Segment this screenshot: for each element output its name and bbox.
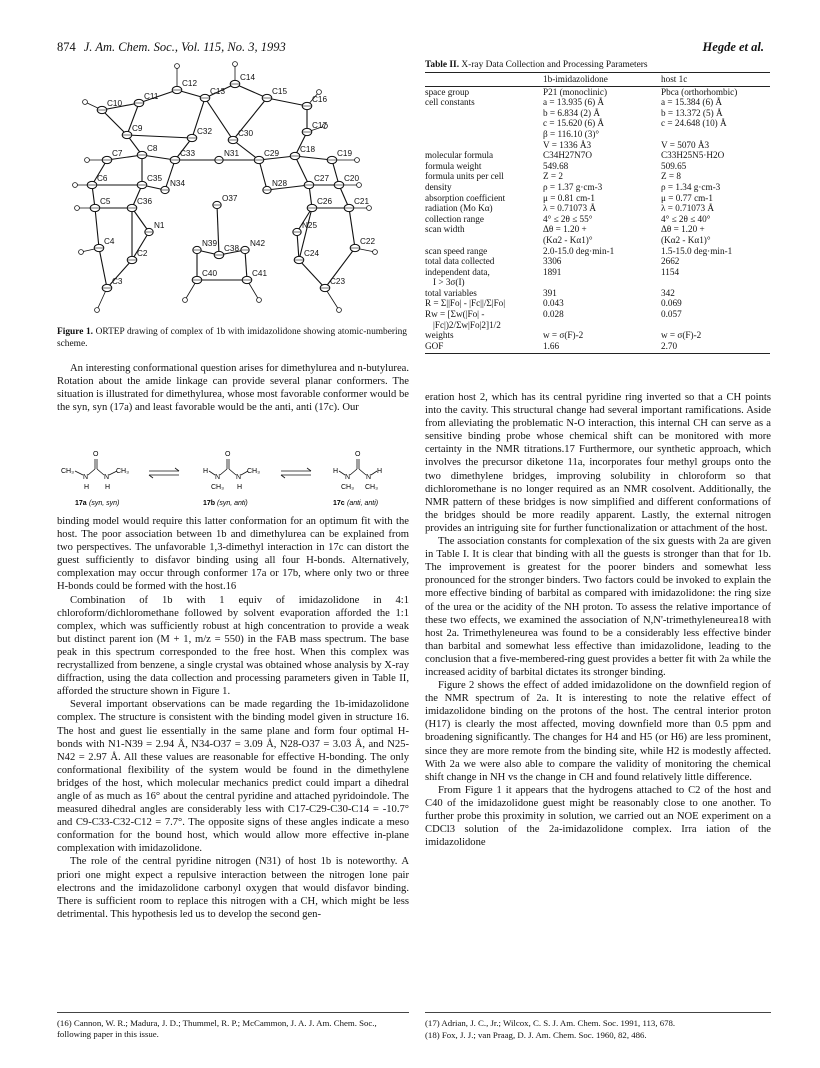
atom-label: N1	[154, 221, 165, 230]
atom-label: C13	[210, 87, 226, 96]
conformer-label: 17a	[75, 500, 87, 507]
table-cell: 0.028	[543, 309, 564, 320]
table-cell	[661, 320, 770, 331]
conformer-17b-structure	[203, 451, 260, 491]
svg-text:H: H	[84, 484, 90, 491]
table-cell: 1.5-15.0 deg·min-1	[661, 245, 733, 256]
svg-text:H: H	[377, 468, 383, 475]
table-cell: collection range	[425, 213, 484, 224]
svg-text:H: H	[203, 468, 209, 475]
atom-label: C35	[147, 174, 163, 183]
atom-label: C36	[137, 197, 153, 206]
svg-text:N: N	[366, 474, 372, 481]
atom-label: C12	[182, 79, 198, 88]
table-cell	[661, 129, 770, 140]
conformer-label: 17b	[203, 500, 216, 507]
conformer-desc: (syn, anti)	[217, 500, 248, 507]
table-cell: C34H27N7O	[543, 150, 593, 161]
atom-label: C2	[137, 249, 148, 258]
conformer-desc: (anti, anti)	[347, 500, 379, 507]
svg-text:CH₃: CH₃	[341, 484, 354, 491]
conformer-desc: (syn, syn)	[89, 500, 120, 507]
svg-text:H: H	[333, 468, 339, 475]
table-row	[425, 118, 770, 129]
atom-label: O37	[222, 194, 238, 203]
table-cell: 509.65	[661, 160, 687, 171]
left-column-body	[57, 515, 409, 921]
table-cell: Rw = [Σw(|Fo| -	[425, 309, 485, 320]
paragraph: An interesting conformational question arises for dimethylurea and n-butylurea. Rotation about the amide linkage can provide several planar conformers. The situation is illustrated for dimethylurea, whose most favorable conformer would be the syn, syn (17a) and least favorable would be the anti, anti (17c). Our	[57, 363, 409, 414]
table-row	[425, 224, 770, 235]
left-column-top	[57, 362, 409, 414]
atom-label: C22	[360, 237, 376, 246]
table-cell: V = 5070 Å3	[661, 139, 710, 150]
table-cell: Δθ = 1.20 +	[661, 224, 705, 235]
conformer-label: 17c	[333, 500, 345, 507]
atom-label: C11	[144, 92, 159, 101]
svg-text:CH₃: CH₃	[211, 484, 224, 491]
table-row	[425, 150, 770, 161]
paragraph: The role of the central pyridine nitrogen (N31) of host 1b is noteworthy. A priori one might expect a repulsive interaction between the nitrogen lone pair electrons and the imidazolidone carbonyl oxygen that would disfavor binding. There is sufficient room to replace this nitrogen with a CH, which might be less detrimental. This hypothesis led us to develop the second gen-	[57, 856, 409, 920]
table-cell: b = 13.372 (5) Å	[661, 107, 723, 118]
figure-1-ortep-drawing	[57, 60, 405, 330]
table-row	[425, 203, 770, 214]
table-cell	[425, 235, 543, 246]
table-cell: V = 1336 Å3	[543, 139, 592, 150]
table-cell: molecular formula	[425, 150, 494, 161]
paragraph: Several important observations can be made regarding the 1b-imidazolidone complex. The structure is consistent with the binding model given in structure 16. The host and guest lie essentially in the same plane and form four optimal H-bonds with N1-N39 = 2.94 Å, N34-O37 = 3.09 Å, N28-O37 = 3.03 Å, and N25-N42 = 2.97 Å. All these values are reasonable for effective H-bonding. The only conformational flexibility of the system would be found in the dimethylene bridges of the host, which molecular mechanics predict could impart a dihedral angle of as much as 16° about the central pyridine and attached pyridoindole. The measured dihedral angles are considerably less with C17-C29-C30-C14 = -10.7° and C9-C33-C32-C12 = 7.7°. The opposite signs of these angles indicate a meso conformation for the bound host, which would allow more effective in-plane complexation with imidazolidone.	[57, 699, 409, 855]
paragraph: From Figure 1 it appears that the hydrogens attached to C2 of the host and C40 of the imidazolidone guest might be reasonably close to one another. To further probe this proximity in solution, we carried out an NOE experiment on a CDCl3 solution of the 2a-imidazolidone complex. Irra iation of the imidazolidone	[425, 784, 771, 849]
svg-text:O: O	[225, 451, 231, 458]
atom-label: C15	[272, 87, 288, 96]
table-cell: 1891	[543, 266, 562, 277]
atom-label: N39	[202, 239, 218, 248]
footnote-rule-left	[57, 1012, 409, 1013]
table-cell: a = 13.935 (6) Å	[543, 97, 605, 108]
atom-label: C21	[354, 197, 370, 206]
table-cell: ρ = 1.37 g·cm-3	[543, 181, 603, 192]
table-cell: Z = 8	[661, 171, 681, 182]
figure-1-caption-text: ORTEP drawing of complex of 1b with imidazolidone showing atomic-numbering scheme.	[57, 327, 407, 349]
atom-label: C24	[304, 249, 320, 258]
table-row	[425, 108, 770, 119]
table-row	[425, 277, 770, 288]
conformer-scheme-17	[57, 447, 409, 511]
table-header-cell: 1b-imidazolidone	[543, 73, 661, 87]
atom-label: C33	[180, 149, 196, 158]
table-cell: 2.0-15.0 deg·min-1	[543, 245, 615, 256]
table-cell: Pbca (orthorhombic)	[661, 86, 738, 97]
table-cell: 391	[543, 287, 557, 298]
table-ii-title-text: X-ray Data Collection and Processing Parameters	[461, 60, 648, 70]
table-ii-label: Table II.	[425, 60, 460, 70]
table-row	[425, 235, 770, 246]
footnote-16: (16) Cannon, W. R.; Madura, J. D.; Thummel, R. P.; McCammon, J. A. J. Am. Chem. Soc., following paper in this issue.	[57, 1018, 377, 1039]
table-cell: (Kα2 - Kα1)°	[543, 234, 593, 245]
atom-label: C3	[112, 277, 123, 286]
conformer-17a-structure	[61, 451, 129, 491]
footnote-rule-right	[425, 1012, 771, 1013]
table-cell: I > 3σ(I)	[433, 277, 465, 288]
svg-text:CH₃: CH₃	[61, 468, 74, 475]
table-cell: 3306	[543, 256, 562, 267]
table-cell: density	[425, 181, 452, 192]
table-cell: 0.057	[661, 309, 682, 320]
atom-label: C27	[314, 174, 330, 183]
paragraph: Figure 2 shows the effect of added imidazolidone on the downfield region of the NMR spectrum of 2a. It is interesting to note the relative effect of imidazolidone binding on the protons of the host. The central interior proton (H17) is clearly the most affected, moving downfield more than 0.5 ppm and broadening significantly. The changes for H4 and H5 (or H6) are less prominent, since they are more remote from the binding site, while H2 is modestly affected. With 2a we were also able to compare the validity of monitoring the chemical shift change in NH vs the change in CH and found relatively little difference.	[425, 680, 771, 783]
svg-text:O: O	[93, 451, 99, 458]
table-ii-grid	[425, 72, 770, 354]
atom-label: C16	[312, 95, 328, 104]
table-cell: 4° ≤ 2θ ≤ 55°	[543, 213, 593, 224]
table-cell: w = σ(F)-2	[661, 330, 702, 341]
atom-label: N42	[250, 239, 266, 248]
svg-text:O: O	[355, 451, 361, 458]
table-cell: |Fc|)2/Σw|Fo|2]1/2	[433, 319, 501, 330]
table-cell: a = 15.384 (6) Å	[661, 97, 723, 108]
footnote-17: (17) Adrian, J. C., Jr.; Wilcox, C. S. J. Am. Chem. Soc. 1991, 113, 678.	[425, 1018, 676, 1028]
table-row	[425, 330, 770, 341]
svg-text:CH₃: CH₃	[247, 468, 260, 475]
figure-1-caption-label: Figure 1.	[57, 327, 94, 337]
table-cell	[425, 140, 543, 151]
table-cell: 549.68	[543, 160, 569, 171]
atom-label: C5	[100, 197, 111, 206]
table-row	[425, 129, 770, 140]
atom-label: C23	[330, 277, 346, 286]
table-cell: 342	[661, 287, 675, 298]
atom-label: N31	[224, 149, 240, 158]
journal-citation: J. Am. Chem. Soc., Vol. 115, No. 3, 1993	[83, 40, 286, 54]
atom-label: C7	[112, 149, 123, 158]
svg-text:H: H	[237, 484, 243, 491]
table-row	[425, 341, 770, 354]
svg-text:N: N	[83, 474, 89, 481]
paragraph: eration host 2, which has its central pyridine ring inverted so that a CH points into the cavity. This structural change had several important ramifications. Aside from alleviating the problematic N-O interaction, this internal CH can serve as a sensitive binding probe whose chemical shift can be monitored with more certainty in the NMR titrations.17 Furthermore, our synthetic approach, which involves the precursor diketone 11a, incorporates four methyl groups onto the two dimethylene bridges, improving solubility in chloroform so that dichloromethane is no longer required as an NMR cosolvent. Additionally, the NMR pattern of these bridges is now simplified and different conformations of the bridges should be more readily apparent. Lastly, the external nitrogen provides an intriguing site for further functionalization or attachment of the host.	[425, 392, 771, 534]
table-cell: 0.043	[543, 298, 564, 309]
table-cell: 1.66	[543, 341, 661, 354]
table-cell: total variables	[425, 287, 477, 298]
table-header-cell	[425, 73, 543, 87]
table-cell	[661, 277, 770, 288]
table-cell: independent data,	[425, 266, 490, 277]
table-cell: Δθ = 1.20 +	[543, 224, 587, 235]
conformer-labels	[75, 500, 378, 507]
svg-text:CH₃: CH₃	[365, 484, 378, 491]
table-row	[425, 288, 770, 299]
table-cell: Z = 2	[543, 171, 563, 182]
atom-label: C19	[337, 149, 353, 158]
page-number: 874	[57, 40, 76, 54]
atom-label: N34	[170, 179, 186, 188]
atom-label: C20	[344, 174, 360, 183]
table-row	[425, 86, 770, 97]
table-cell: GOF	[425, 341, 543, 354]
right-column-body	[425, 391, 771, 849]
table-row	[425, 246, 770, 257]
atom-label: C26	[317, 197, 333, 206]
running-header-left	[57, 40, 286, 55]
table-cell: C33H25N5·H2O	[661, 150, 725, 161]
table-cell: μ = 0.77 cm-1	[661, 192, 713, 203]
paragraph: binding model would require this latter conformation for an optimum fit with the host. The poor association between 1b and dimethylurea can be explained from two perspectives. The unfavorable 1,3-dimethyl interaction in 17c can distort the guest sufficiently to disfavor binding using all four H-bonds. Alternatively, complexation may occur through conformer 17a or 17b, where only two or three H-bonds could be formed with the host.16	[57, 516, 409, 593]
table-cell: λ = 0.71073 Å	[661, 203, 715, 214]
table-cell: formula weight	[425, 160, 482, 171]
table-cell: absorption coefficient	[425, 192, 506, 203]
table-cell: 2.70	[661, 341, 770, 354]
table-cell: R = Σ||Fo| - |Fc||/Σ|Fo|	[425, 298, 506, 309]
table-cell: P21 (monoclinic)	[543, 86, 608, 97]
table-cell: space group	[425, 86, 470, 97]
table-cell: μ = 0.81 cm-1	[543, 192, 595, 203]
atom-label: C29	[264, 149, 280, 158]
table-cell: 0.069	[661, 298, 682, 309]
table-cell	[425, 108, 543, 119]
table-row	[425, 182, 770, 193]
table-row	[425, 193, 770, 204]
atom-label: C4	[104, 237, 115, 246]
table-ii	[425, 60, 770, 354]
table-cell: scan speed range	[425, 245, 488, 256]
atom-label: C18	[300, 145, 316, 154]
table-header-cell: host 1c	[661, 73, 770, 87]
table-row	[425, 267, 770, 278]
atom-label: C40	[202, 269, 218, 278]
atom-label: N25	[302, 221, 318, 230]
table-row	[425, 161, 770, 172]
table-cell	[543, 320, 661, 331]
table-cell: λ = 0.71073 Å	[543, 203, 597, 214]
atom-label: C41	[252, 269, 268, 278]
atom-label: C32	[197, 127, 213, 136]
svg-text:H: H	[105, 484, 111, 491]
svg-text:N: N	[104, 474, 110, 481]
equilibrium-arrows-1	[149, 468, 179, 478]
table-cell: 1154	[661, 266, 680, 277]
paragraph: Combination of 1b with 1 equiv of imidazolidone in 4:1 chloroform/dichloromethane followed by solvent evaporation afforded the 1:1 complex, which was sufficiently robust at high concentration to provide a weak but distinct parent ion (M + 1, m/z = 550) in the FAB mass spectrum. The base peak in this spectrum corresponded to the free host. When this complex was recrystallized from benzene, a single crystal was obtained whose analysis by X-ray diffraction, using the data collection and processing parameters given in Table II, afforded the structure shown in Figure 1.	[57, 594, 409, 698]
figure-1-caption	[57, 327, 407, 351]
table-row	[425, 140, 770, 151]
svg-text:CH₃: CH₃	[116, 468, 129, 475]
atom-label: C17	[312, 121, 328, 130]
table-row	[425, 171, 770, 182]
table-cell: (Kα2 - Kα1)°	[661, 234, 711, 245]
table-cell: c = 15.620 (6) Å	[543, 118, 605, 129]
atom-label: C30	[238, 129, 254, 138]
svg-text:N: N	[345, 474, 351, 481]
table-cell: β = 116.10 (3)°	[543, 128, 600, 139]
table-cell: w = σ(F)-2	[543, 330, 584, 341]
svg-text:N: N	[236, 474, 242, 481]
table-cell: b = 6.834 (2) Å	[543, 107, 600, 118]
table-row	[425, 256, 770, 267]
table-header-row	[425, 73, 770, 87]
footnote-18: (18) Fox, J. J.; van Praag, D. J. Am. Chem. Soc. 1960, 82, 486.	[425, 1030, 647, 1040]
running-header-authors: Hegde et al.	[702, 40, 764, 54]
table-cell: formula units per cell	[425, 171, 504, 182]
table-cell	[425, 118, 543, 129]
atom-label: N28	[272, 179, 288, 188]
table-row	[425, 309, 770, 320]
atom-label: C14	[240, 73, 256, 82]
atom-label: C10	[107, 99, 123, 108]
table-cell	[425, 129, 543, 140]
table-cell: weights	[425, 330, 454, 341]
table-row	[425, 320, 770, 331]
table-cell: total data collected	[425, 256, 495, 267]
table-cell: radiation (Mo Kα)	[425, 203, 493, 214]
paragraph: The association constants for complexation of the six guests with 2a are given in Table I. It is clear that binding with all the guests is stronger than that for 1b. The improvement is greatest for the poorer binders and somewhat less pronounced for the stronger binders. Two factors could be invoked to explain the more effective binding of barbital as compared with imidazolidone: the ring size of the urea or the acidity of the NH proton. To assess the relative importance of these two effects, we examined the association of N,N'-trimethyleneurea18 with host 2a. Trimethyleneurea was found to be a considerably less effective binder than barbital and somewhat less effective than imidazolidone, leading to the conclusion that a five-membered-ring guest provides a better fit with 2a while the increased acidity of barbital dictates its stronger binding.	[425, 536, 771, 678]
equilibrium-arrows-2	[281, 468, 311, 478]
table-cell: scan width	[425, 224, 465, 235]
table-cell: ρ = 1.34 g·cm-3	[661, 181, 721, 192]
atom-label: C6	[97, 174, 108, 183]
table-cell: c = 24.648 (10) Å	[661, 118, 727, 129]
svg-text:N: N	[215, 474, 221, 481]
table-ii-title	[425, 60, 770, 70]
table-row	[425, 214, 770, 225]
table-row	[425, 97, 770, 108]
atom-label: C9	[132, 124, 143, 133]
conformer-17c-structure	[333, 451, 382, 491]
table-cell: cell constants	[425, 97, 475, 108]
atom-label: C8	[147, 144, 158, 153]
table-row	[425, 298, 770, 309]
table-cell	[543, 277, 661, 288]
table-cell: 2662	[661, 256, 680, 267]
table-cell: 4° ≤ 2θ ≤ 40°	[661, 213, 711, 224]
atom-label: C38	[224, 244, 240, 253]
